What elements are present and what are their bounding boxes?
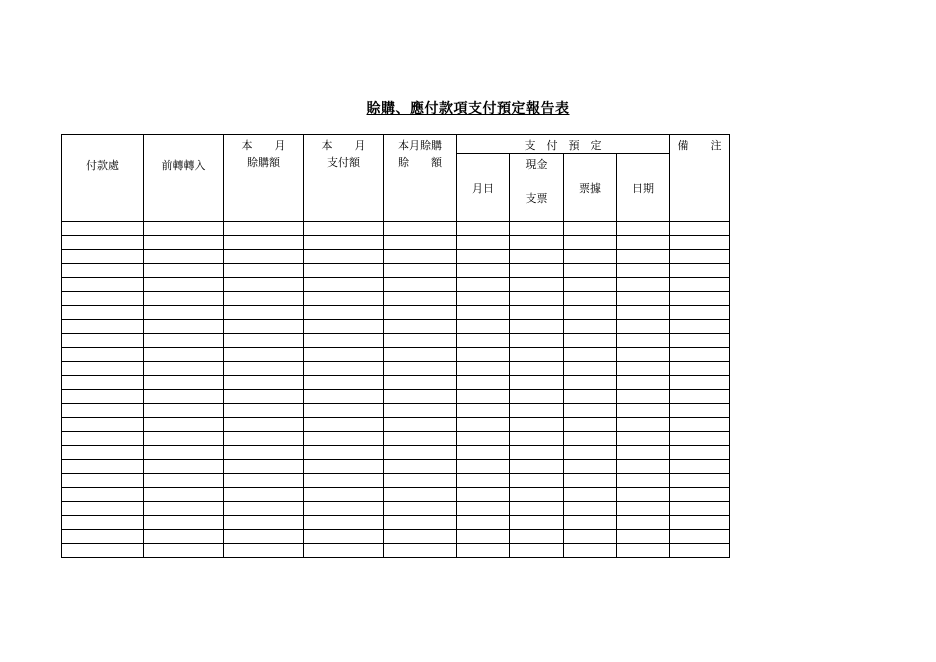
table-cell[interactable]: [670, 390, 730, 404]
table-cell[interactable]: [144, 488, 224, 502]
table-cell[interactable]: [564, 278, 617, 292]
table-cell[interactable]: [617, 488, 670, 502]
table-cell[interactable]: [670, 264, 730, 278]
table-cell[interactable]: [510, 390, 564, 404]
table-cell[interactable]: [510, 306, 564, 320]
table-cell[interactable]: [224, 334, 304, 348]
table-cell[interactable]: [304, 292, 384, 306]
table-cell[interactable]: [617, 530, 670, 544]
table-cell[interactable]: [564, 320, 617, 334]
table-cell[interactable]: [384, 432, 457, 446]
table-cell[interactable]: [304, 488, 384, 502]
table-cell[interactable]: [144, 404, 224, 418]
table-cell[interactable]: [617, 264, 670, 278]
table-cell[interactable]: [144, 432, 224, 446]
table-cell[interactable]: [304, 306, 384, 320]
header-payee: 付款處: [62, 135, 144, 222]
table-cell[interactable]: [510, 544, 564, 558]
table-cell[interactable]: [564, 348, 617, 362]
table-cell[interactable]: [144, 236, 224, 250]
table-cell[interactable]: [304, 348, 384, 362]
table-cell[interactable]: [564, 488, 617, 502]
table-cell[interactable]: [384, 306, 457, 320]
table-cell[interactable]: [510, 404, 564, 418]
table-cell[interactable]: [564, 446, 617, 460]
table-cell[interactable]: [304, 544, 384, 558]
table-cell[interactable]: [457, 460, 510, 474]
table-cell[interactable]: [224, 502, 304, 516]
table-cell[interactable]: [384, 250, 457, 264]
table-cell[interactable]: [564, 306, 617, 320]
table-row: [62, 376, 730, 390]
table-cell[interactable]: [617, 306, 670, 320]
table-row: [62, 390, 730, 404]
table-cell[interactable]: [457, 502, 510, 516]
table-cell[interactable]: [510, 334, 564, 348]
table-cell[interactable]: [510, 460, 564, 474]
table-cell[interactable]: [384, 404, 457, 418]
table-cell[interactable]: [304, 432, 384, 446]
table-row: [62, 362, 730, 376]
table-cell[interactable]: [457, 418, 510, 432]
table-cell[interactable]: [62, 362, 144, 376]
table-cell[interactable]: [564, 250, 617, 264]
table-cell[interactable]: [144, 376, 224, 390]
table-cell[interactable]: [384, 292, 457, 306]
table-cell[interactable]: [62, 460, 144, 474]
table-cell[interactable]: [224, 418, 304, 432]
table-cell[interactable]: [304, 418, 384, 432]
table-cell[interactable]: [224, 362, 304, 376]
table-cell[interactable]: [617, 544, 670, 558]
table-cell[interactable]: [564, 460, 617, 474]
table-cell[interactable]: [304, 264, 384, 278]
table-row: [62, 292, 730, 306]
table-cell[interactable]: [62, 348, 144, 362]
table-cell[interactable]: [224, 278, 304, 292]
table-cell[interactable]: [670, 362, 730, 376]
table-cell[interactable]: [510, 474, 564, 488]
header-payment-plan: 支 付 預 定: [457, 135, 670, 154]
table-cell[interactable]: [144, 348, 224, 362]
table-cell[interactable]: [670, 544, 730, 558]
table-cell[interactable]: [304, 222, 384, 236]
table-cell[interactable]: [617, 362, 670, 376]
table-cell[interactable]: [304, 334, 384, 348]
table-cell[interactable]: [670, 404, 730, 418]
table-cell[interactable]: [457, 530, 510, 544]
table-cell[interactable]: [564, 474, 617, 488]
table-cell[interactable]: [304, 460, 384, 474]
table-cell[interactable]: [224, 292, 304, 306]
table-row: [62, 222, 730, 236]
table-cell[interactable]: [457, 292, 510, 306]
table-cell[interactable]: [510, 362, 564, 376]
header-monthly-payment: 本 月 支付額: [304, 135, 384, 222]
table-row: [62, 320, 730, 334]
table-cell[interactable]: [510, 250, 564, 264]
table-cell[interactable]: [564, 264, 617, 278]
table-cell[interactable]: [457, 474, 510, 488]
table-cell[interactable]: [510, 516, 564, 530]
table-cell[interactable]: [62, 264, 144, 278]
table-cell[interactable]: [144, 222, 224, 236]
table-cell[interactable]: [144, 320, 224, 334]
table-body: [62, 222, 730, 558]
table-cell[interactable]: [144, 474, 224, 488]
table-cell[interactable]: [617, 222, 670, 236]
table-cell[interactable]: [62, 516, 144, 530]
table-cell[interactable]: [670, 222, 730, 236]
table-cell[interactable]: [457, 348, 510, 362]
table-cell[interactable]: [384, 544, 457, 558]
table-cell[interactable]: [144, 460, 224, 474]
table-cell[interactable]: [510, 530, 564, 544]
table-row: [62, 544, 730, 558]
table-cell[interactable]: [144, 278, 224, 292]
table-cell[interactable]: [617, 348, 670, 362]
table-cell[interactable]: [224, 264, 304, 278]
table-cell[interactable]: [62, 446, 144, 460]
table-row: [62, 474, 730, 488]
table-cell[interactable]: [62, 250, 144, 264]
table-row: [62, 418, 730, 432]
table-cell[interactable]: [670, 432, 730, 446]
header-bill: 票據: [564, 154, 617, 222]
table-cell[interactable]: [617, 278, 670, 292]
table-cell[interactable]: [564, 432, 617, 446]
table-cell[interactable]: [384, 390, 457, 404]
table-row: [62, 250, 730, 264]
table-cell[interactable]: [304, 376, 384, 390]
table-cell[interactable]: [62, 292, 144, 306]
table-cell[interactable]: [670, 278, 730, 292]
table-cell[interactable]: [384, 334, 457, 348]
table-cell[interactable]: [457, 250, 510, 264]
table-row: [62, 432, 730, 446]
table-row: [62, 404, 730, 418]
table-cell[interactable]: [384, 488, 457, 502]
table-cell[interactable]: [564, 530, 617, 544]
table-cell[interactable]: [144, 292, 224, 306]
table-cell[interactable]: [144, 334, 224, 348]
table-cell[interactable]: [62, 222, 144, 236]
table-cell[interactable]: [384, 320, 457, 334]
table-cell[interactable]: [384, 362, 457, 376]
table-cell[interactable]: [564, 222, 617, 236]
table-cell[interactable]: [224, 236, 304, 250]
header-cash-check: 現金 支票: [510, 154, 564, 222]
table-cell[interactable]: [457, 544, 510, 558]
table-cell[interactable]: [384, 460, 457, 474]
table-cell[interactable]: [384, 264, 457, 278]
table-cell[interactable]: [144, 306, 224, 320]
table-cell[interactable]: [384, 474, 457, 488]
table-cell[interactable]: [617, 418, 670, 432]
table-cell[interactable]: [144, 502, 224, 516]
table-cell[interactable]: [617, 404, 670, 418]
table-cell[interactable]: [224, 348, 304, 362]
table-cell[interactable]: [510, 446, 564, 460]
table-cell[interactable]: [457, 278, 510, 292]
table-cell[interactable]: [62, 404, 144, 418]
table-cell[interactable]: [224, 516, 304, 530]
table-cell[interactable]: [224, 474, 304, 488]
table-cell[interactable]: [224, 320, 304, 334]
table-cell[interactable]: [510, 292, 564, 306]
table-cell[interactable]: [670, 502, 730, 516]
table-cell[interactable]: [457, 446, 510, 460]
table-cell[interactable]: [62, 390, 144, 404]
table-cell[interactable]: [224, 250, 304, 264]
table-cell[interactable]: [457, 236, 510, 250]
table-cell[interactable]: [510, 320, 564, 334]
table-cell[interactable]: [510, 222, 564, 236]
table-row: [62, 446, 730, 460]
table-cell[interactable]: [670, 530, 730, 544]
table-row: [62, 236, 730, 250]
table-row: [62, 460, 730, 474]
table-row: [62, 516, 730, 530]
table-cell[interactable]: [564, 236, 617, 250]
table-cell[interactable]: [457, 320, 510, 334]
table-cell[interactable]: [670, 320, 730, 334]
table-cell[interactable]: [617, 390, 670, 404]
table-cell[interactable]: [384, 236, 457, 250]
table-cell[interactable]: [457, 488, 510, 502]
table-cell[interactable]: [510, 488, 564, 502]
table-cell[interactable]: [224, 404, 304, 418]
table-cell[interactable]: [510, 418, 564, 432]
table-cell[interactable]: [564, 376, 617, 390]
table-row: [62, 530, 730, 544]
table-cell[interactable]: [304, 390, 384, 404]
table-cell[interactable]: [62, 418, 144, 432]
table-cell[interactable]: [510, 376, 564, 390]
table-row: [62, 348, 730, 362]
table-cell[interactable]: [62, 432, 144, 446]
table-cell[interactable]: [304, 530, 384, 544]
table-cell[interactable]: [144, 544, 224, 558]
table-cell[interactable]: [304, 362, 384, 376]
table-cell[interactable]: [304, 236, 384, 250]
table-row: [62, 502, 730, 516]
header-date: 月日: [457, 154, 510, 222]
table-cell[interactable]: [384, 446, 457, 460]
table-cell[interactable]: [304, 446, 384, 460]
table-cell[interactable]: [617, 334, 670, 348]
table-cell[interactable]: [384, 278, 457, 292]
table-cell[interactable]: [564, 390, 617, 404]
table-cell[interactable]: [304, 516, 384, 530]
table-cell[interactable]: [510, 502, 564, 516]
table-cell[interactable]: [384, 530, 457, 544]
table-cell[interactable]: [224, 390, 304, 404]
table-cell[interactable]: [670, 250, 730, 264]
table-cell[interactable]: [144, 446, 224, 460]
table-cell[interactable]: [224, 530, 304, 544]
table-cell[interactable]: [304, 278, 384, 292]
header-due-date: 日期: [617, 154, 670, 222]
table-cell[interactable]: [144, 390, 224, 404]
table-cell[interactable]: [304, 250, 384, 264]
table-cell[interactable]: [62, 306, 144, 320]
table-cell[interactable]: [224, 544, 304, 558]
table-cell[interactable]: [670, 376, 730, 390]
table-cell[interactable]: [144, 530, 224, 544]
table-cell[interactable]: [62, 376, 144, 390]
table-cell[interactable]: [670, 334, 730, 348]
table-cell[interactable]: [670, 446, 730, 460]
table-cell[interactable]: [564, 292, 617, 306]
table-cell[interactable]: [457, 390, 510, 404]
header-monthly-purchase: 本 月 賒購額: [224, 135, 304, 222]
table-cell[interactable]: [564, 544, 617, 558]
table-cell[interactable]: [457, 222, 510, 236]
table-cell[interactable]: [224, 488, 304, 502]
table-cell[interactable]: [670, 460, 730, 474]
table-cell[interactable]: [617, 432, 670, 446]
table-cell[interactable]: [457, 376, 510, 390]
table-cell[interactable]: [617, 474, 670, 488]
table-cell[interactable]: [62, 488, 144, 502]
table-cell[interactable]: [144, 264, 224, 278]
table-cell[interactable]: [62, 236, 144, 250]
table-cell[interactable]: [224, 432, 304, 446]
table-cell[interactable]: [457, 404, 510, 418]
table-cell[interactable]: [384, 418, 457, 432]
table-row: [62, 306, 730, 320]
table-cell[interactable]: [617, 460, 670, 474]
table-cell[interactable]: [564, 516, 617, 530]
table-cell[interactable]: [617, 236, 670, 250]
table-cell[interactable]: [62, 502, 144, 516]
table-cell[interactable]: [224, 446, 304, 460]
table-cell[interactable]: [144, 516, 224, 530]
table-cell[interactable]: [304, 404, 384, 418]
table-cell[interactable]: [144, 250, 224, 264]
table-cell[interactable]: [670, 488, 730, 502]
table-cell[interactable]: [224, 376, 304, 390]
table-cell[interactable]: [457, 432, 510, 446]
table-cell[interactable]: [670, 418, 730, 432]
table-cell[interactable]: [224, 222, 304, 236]
table-cell[interactable]: [617, 320, 670, 334]
table-cell[interactable]: [144, 362, 224, 376]
table-cell[interactable]: [224, 306, 304, 320]
table-cell[interactable]: [670, 474, 730, 488]
table-cell[interactable]: [62, 278, 144, 292]
table-cell[interactable]: [384, 516, 457, 530]
table-cell[interactable]: [564, 404, 617, 418]
table-cell[interactable]: [457, 516, 510, 530]
table-cell[interactable]: [62, 530, 144, 544]
table-cell[interactable]: [617, 516, 670, 530]
table-cell[interactable]: [564, 334, 617, 348]
table-cell[interactable]: [510, 348, 564, 362]
table-cell[interactable]: [384, 502, 457, 516]
table-cell[interactable]: [224, 460, 304, 474]
table-cell[interactable]: [564, 418, 617, 432]
table-cell[interactable]: [457, 264, 510, 278]
table-cell[interactable]: [670, 306, 730, 320]
header-remarks: 備 注: [670, 135, 730, 222]
table-cell[interactable]: [384, 376, 457, 390]
table-cell[interactable]: [510, 236, 564, 250]
table-cell[interactable]: [62, 320, 144, 334]
table-cell[interactable]: [62, 474, 144, 488]
table-cell[interactable]: [564, 362, 617, 376]
table-cell[interactable]: [62, 544, 144, 558]
header-carry-forward: 前轉轉入: [144, 135, 224, 222]
table-row: [62, 334, 730, 348]
table-cell[interactable]: [304, 474, 384, 488]
table-cell[interactable]: [457, 362, 510, 376]
table-cell[interactable]: [510, 278, 564, 292]
table-cell[interactable]: [670, 236, 730, 250]
table-cell[interactable]: [304, 502, 384, 516]
table-cell[interactable]: [670, 516, 730, 530]
table-cell[interactable]: [144, 418, 224, 432]
table-cell[interactable]: [62, 334, 144, 348]
table-cell[interactable]: [510, 264, 564, 278]
table-cell[interactable]: [304, 320, 384, 334]
table-cell[interactable]: [564, 502, 617, 516]
table-cell[interactable]: [670, 292, 730, 306]
table-cell[interactable]: [510, 432, 564, 446]
table-cell[interactable]: [457, 306, 510, 320]
table-cell[interactable]: [617, 446, 670, 460]
table-row: [62, 264, 730, 278]
payment-schedule-table: [61, 134, 730, 558]
table-cell[interactable]: [617, 376, 670, 390]
header-monthly-credit: 本月賒購 賒 額: [384, 135, 457, 222]
table-cell[interactable]: [384, 348, 457, 362]
table-cell[interactable]: [457, 334, 510, 348]
table-cell[interactable]: [617, 250, 670, 264]
table-cell[interactable]: [384, 222, 457, 236]
table-cell[interactable]: [617, 502, 670, 516]
document-title: 賒購、應付款項支付預定報告表: [366, 101, 570, 117]
table-cell[interactable]: [617, 292, 670, 306]
table-row: [62, 488, 730, 502]
table-row: [62, 278, 730, 292]
table-cell[interactable]: [670, 348, 730, 362]
